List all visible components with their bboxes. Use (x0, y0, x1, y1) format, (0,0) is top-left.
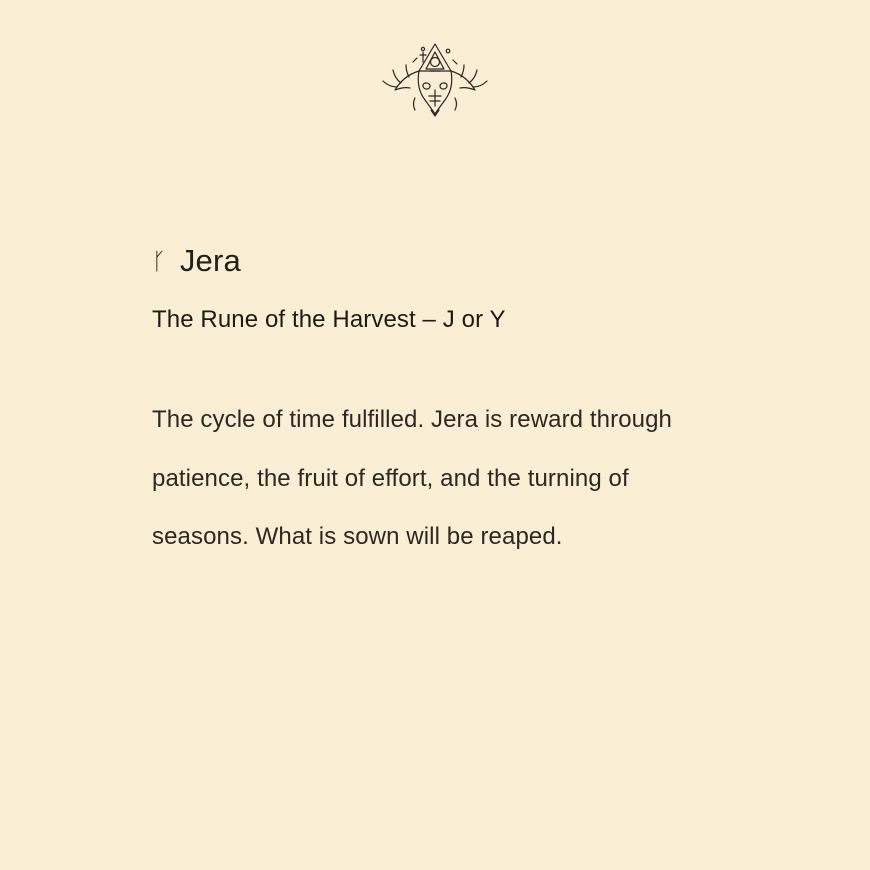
rune-glyph: ᚴ (152, 249, 166, 275)
rune-title (152, 245, 752, 276)
rune-subtitle: The Rune of the Harvest – J or Y (152, 306, 506, 333)
rune-description: The cycle of time fulfilled. Jera is reward through patience, the fruit of effort, and the turning of seasons. What is sown will be reaped. (152, 405, 672, 551)
rune-name: Jera (179, 243, 241, 278)
stag-skull-emblem-icon (379, 38, 491, 138)
emblem-container (0, 38, 870, 138)
rune-content (152, 245, 752, 567)
